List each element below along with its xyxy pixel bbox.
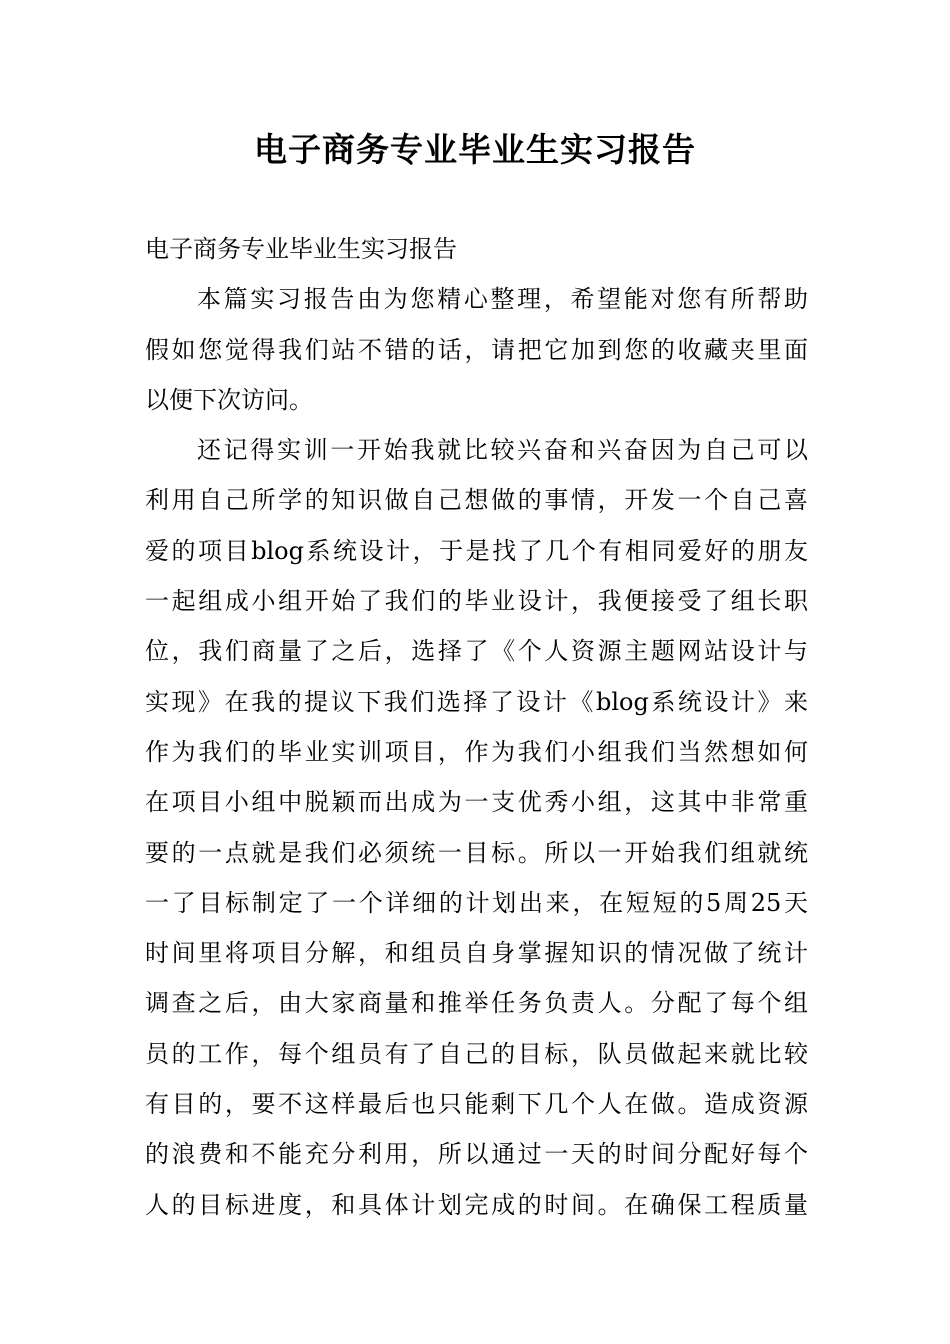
paragraph-2-line: 利用自己所学的知识做自己想做的事情，开发一个自己喜: [145, 486, 808, 515]
paragraph-2-line: 作为我们的毕业实训项目，作为我们小组我们当然想如何: [145, 737, 808, 766]
paragraph-2-line: 还记得实训一开始我就比较兴奋和兴奋因为自己可以: [197, 436, 808, 465]
paragraph-2-line: 员的工作，每个组员有了自己的目标，队员做起来就比较: [145, 1039, 808, 1068]
paragraph-2-line: 有目的，要不这样最后也只能剩下几个人在做。造成资源: [145, 1090, 808, 1119]
paragraph-2-line: 位，我们商量了之后，选择了《个人资源主题网站设计与: [145, 637, 808, 666]
paragraph-2-line: 一起组成小组开始了我们的毕业设计，我便接受了组长职: [145, 587, 808, 616]
paragraph-1-line: 以便下次访问。: [145, 385, 313, 414]
paragraph-2-line: 要的一点就是我们必须统一目标。所以一开始我们组就统: [145, 838, 808, 867]
paragraph-2-line: 爱的项目blog系统设计，于是找了几个有相同爱好的朋友: [145, 536, 808, 565]
subtitle-line: 电子商务专业毕业生实习报告: [145, 235, 457, 263]
paragraph-2-line: 实现》在我的提议下我们选择了设计《blog系统设计》来: [145, 687, 808, 716]
paragraph-1-line: 本篇实习报告由为您精心整理，希望能对您有所帮助: [197, 285, 808, 314]
paragraph-2-line: 一了目标制定了一个详细的计划出来，在短短的5周25天: [145, 888, 808, 917]
document-title: 电子商务专业毕业生实习报告: [254, 130, 696, 169]
paragraph-2-line: 人的目标进度，和具体计划完成的时间。在确保工程质量: [145, 1190, 808, 1219]
paragraph-1-line: 假如您觉得我们站不错的话，请把它加到您的收藏夹里面: [145, 335, 808, 364]
paragraph-2-line: 的浪费和不能充分利用，所以通过一天的时间分配好每个: [145, 1140, 808, 1169]
paragraph-2-line: 时间里将项目分解，和组员自身掌握知识的情况做了统计: [145, 939, 808, 968]
document-body: [145, 224, 808, 1230]
paragraph-2-line: 调查之后，由大家商量和推举任务负责人。分配了每个组: [145, 989, 808, 1018]
paragraph-2-line: 在项目小组中脱颖而出成为一支优秀小组，这其中非常重: [145, 788, 808, 817]
